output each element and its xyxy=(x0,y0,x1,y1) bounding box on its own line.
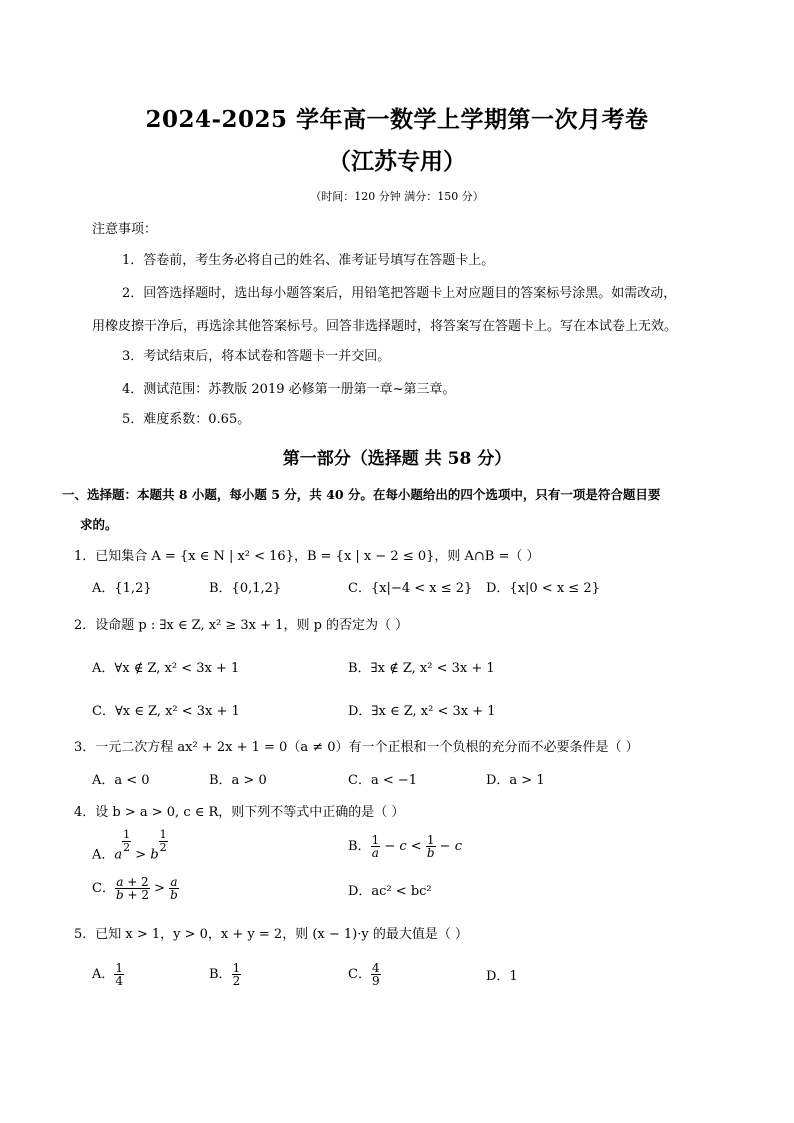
exam-title: 2024-2025 学年高一数学上学期第一次月考卷 xyxy=(145,106,649,133)
notes-heading: 注意事项： xyxy=(92,222,158,237)
note-item-4: 4．测试范围：苏教版 2019 必修第一册第一章~第三章。 xyxy=(122,382,456,397)
q5-option-a-label: A． xyxy=(92,967,115,982)
section-instruction-1: 一、选择题：本题共 8 小题，每小题 5 分，共 40 分。在每小题给出的四个选项中，只有一项是符合题目要 xyxy=(62,487,661,502)
q1-option-d: D．{x|0 < x ≤ 2} xyxy=(486,581,600,596)
q4-option-a: A．a $^{\frac{1}{2}}$ > b $^{\frac{1}{2}}$ xyxy=(92,828,167,863)
section-instruction-2: 求的。 xyxy=(80,517,118,532)
q3-option-c: C．a < −1 xyxy=(348,773,418,788)
q5-option-b: B． $\frac{1}{2}$ xyxy=(209,961,241,988)
question-4-stem: 4．设 b > a > 0, c ∈ R，则下列不等式中正确的是（ ） xyxy=(74,805,405,820)
question-3-stem: 3．一元二次方程 ax² + 2x + 1 = 0（a ≠ 0）有一个正根和一个负根的充分而不必要条件是（ ） xyxy=(74,740,639,755)
q4-option-d: D．ac² < bc² xyxy=(348,884,432,899)
q3-option-b: B．a > 0 xyxy=(209,773,267,788)
q3-option-d: D．a > 1 xyxy=(486,773,545,788)
q4-option-c: C． $\frac{a + 2}{b + 2}$ > $\frac{a}{b}$ xyxy=(92,875,178,902)
q5-option-a: A． $\frac{1}{4}$ xyxy=(92,961,124,988)
q2-option-c: C．∀x ∈ Z, x² < 3x + 1 xyxy=(92,704,240,719)
q3-option-a: A．a < 0 xyxy=(92,773,150,788)
question-5-stem: 5．已知 x > 1，y > 0，x + y = 2，则 (x − 1)·y 的最大值是（ ） xyxy=(74,927,468,942)
note-item-2-cont: 用橡皮擦干净后，再选涂其他答案标号。回答非选择题时，将答案写在答题卡上。写在本试卷上无效。 xyxy=(92,319,678,334)
q5-option-b-label: B． xyxy=(209,967,232,982)
q4-option-b: B． $\frac{1}{a}$ − c < $\frac{1}{b}$ − c xyxy=(348,833,462,860)
q1-option-c: C．{x|−4 < x ≤ 2} xyxy=(348,581,473,596)
exam-subtitle: （江苏专用） xyxy=(328,148,466,175)
q4-option-c-label: C． xyxy=(92,881,115,896)
note-item-3: 3．考试结束后，将本试卷和答题卡一并交回。 xyxy=(122,349,391,364)
q5-option-c-label: C． xyxy=(348,967,371,982)
question-2-stem: 2．设命题 p : ∃x ∈ Z, x² ≥ 3x + 1，则 p 的否定为（ ） xyxy=(74,618,409,633)
q4-option-b-label: B． xyxy=(348,839,371,854)
note-item-1: 1．答卷前，考生务必将自己的姓名、准考证号填写在答题卡上。 xyxy=(122,253,495,268)
question-1-stem: 1．已知集合 A = {x ∈ N | x² < 16}，B = {x | x − 2 ≤ 0}，则 A∩B =（ ） xyxy=(74,549,540,564)
q2-option-b: B．∃x ∉ Z, x² < 3x + 1 xyxy=(348,661,495,676)
exam-meta: （时间：120 分钟 满分：150 分） xyxy=(310,190,484,203)
note-item-2: 2．回答选择题时，选出每小题答案后，用铅笔把答题卡上对应题目的答案标号涂黑。如需改动， xyxy=(122,286,677,301)
q1-option-a: A．{1,2} xyxy=(92,581,152,596)
q4-option-a-label: A． xyxy=(92,847,115,863)
q5-option-d: D．1 xyxy=(486,969,518,984)
q5-option-c: C． $\frac{4}{9}$ xyxy=(348,961,380,988)
q2-option-a: A．∀x ∉ Z, x² < 3x + 1 xyxy=(92,661,240,676)
q2-option-d: D．∃x ∈ Z, x² < 3x + 1 xyxy=(348,704,496,719)
q1-option-b: B．{0,1,2} xyxy=(209,581,282,596)
note-item-5: 5．难度系数：0.65。 xyxy=(122,412,251,427)
section-title: 第一部分（选择题 共 58 分） xyxy=(282,449,512,469)
